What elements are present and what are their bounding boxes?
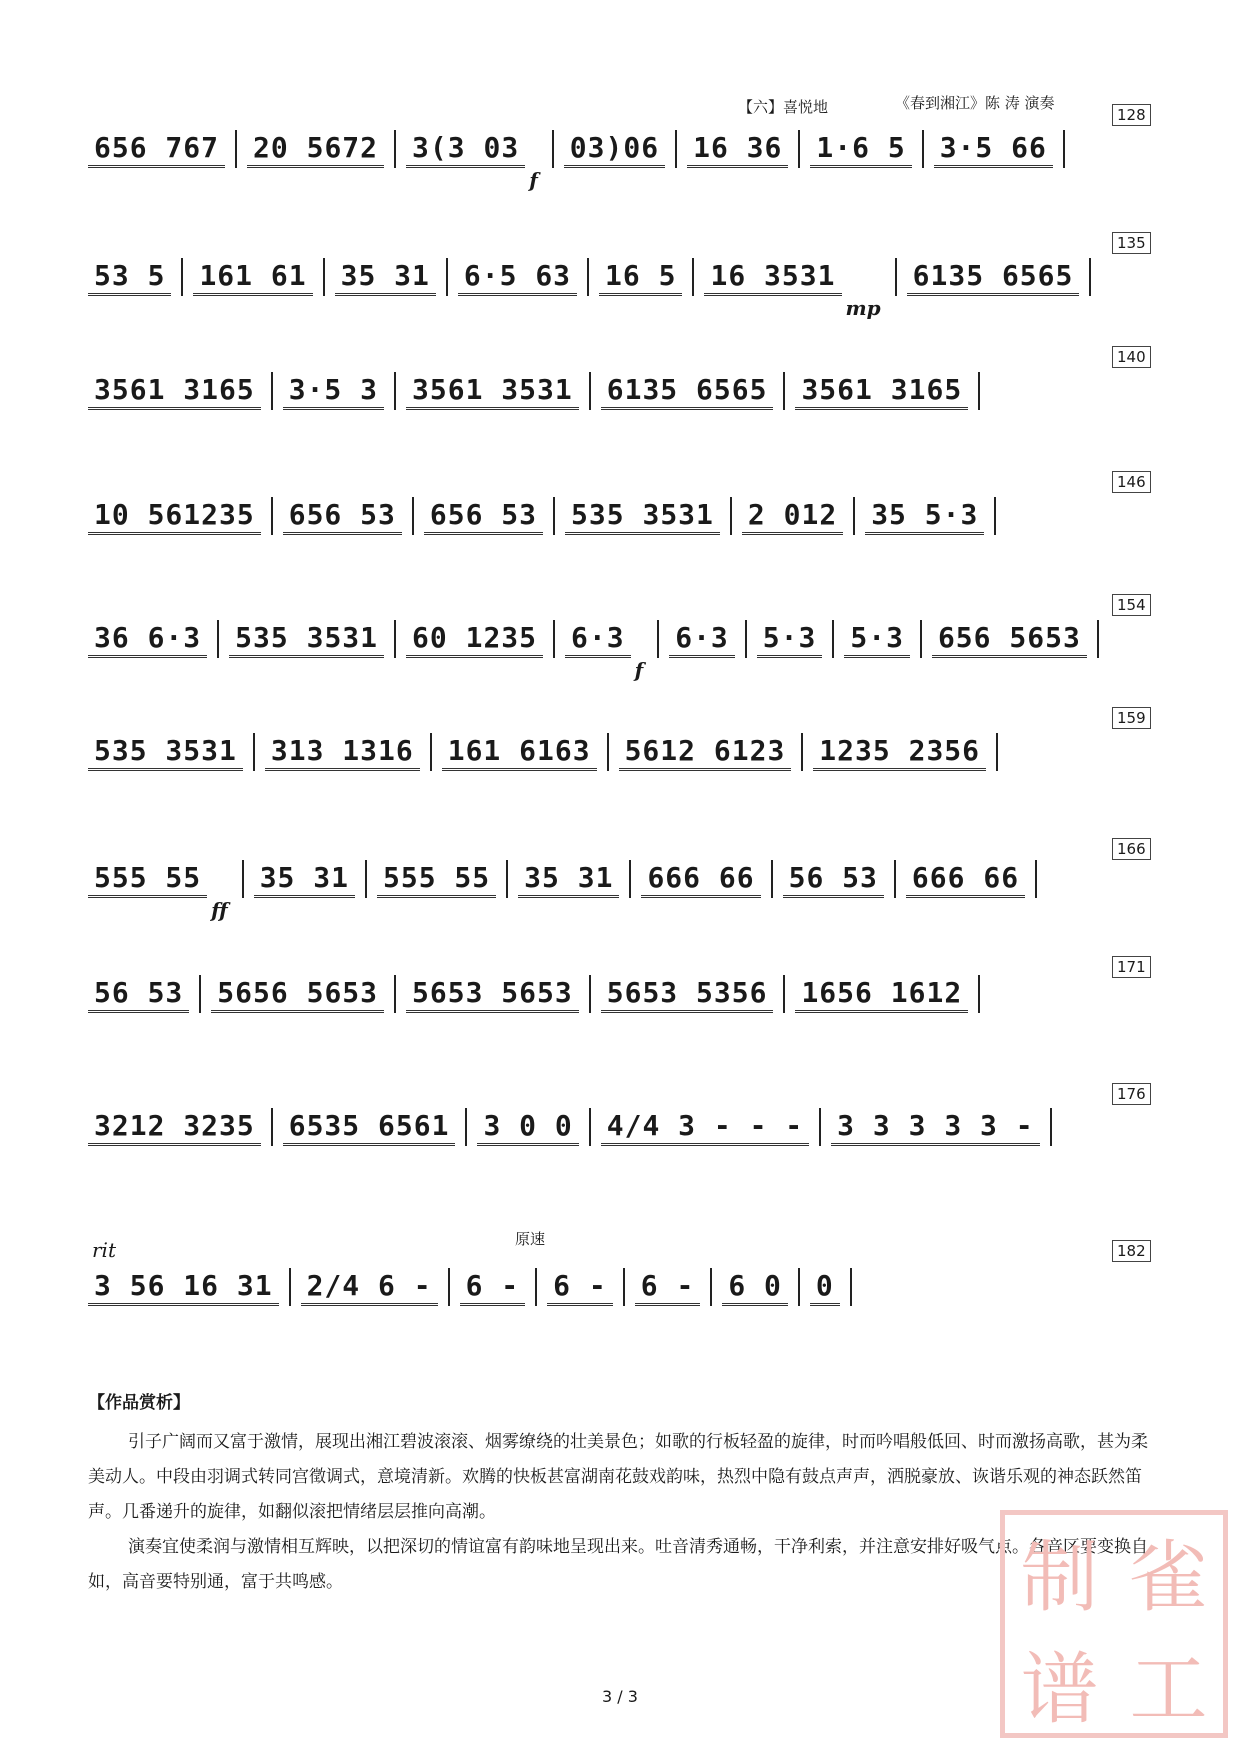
- dynamic-mark: ff: [211, 898, 228, 922]
- notation-segment: 656 5653: [932, 621, 1087, 658]
- notation-segment: 6 -: [547, 1269, 613, 1306]
- notation-segment: 35 31: [254, 861, 355, 898]
- barline: [394, 130, 396, 168]
- barline: [1063, 130, 1065, 168]
- notation-segment: 656 53: [424, 498, 543, 535]
- notation-segment: 6 0: [722, 1269, 788, 1306]
- notation-segment: 6 -: [635, 1269, 701, 1306]
- notation-segment: 2 012: [742, 498, 843, 535]
- notation-segment: 20 5672: [247, 131, 384, 168]
- barline: [553, 620, 555, 658]
- barline: [850, 1268, 852, 1306]
- notation-segment: 60 1235: [406, 621, 543, 658]
- barline: [465, 1108, 467, 1146]
- section-title: 【六】喜悦地: [738, 98, 829, 116]
- notation-segment: 1235 2356: [813, 734, 986, 771]
- barline: [922, 130, 924, 168]
- barline: [623, 1268, 625, 1306]
- notation-segment: 6535 6561: [283, 1109, 456, 1146]
- notation-segment: 53 5: [88, 259, 171, 296]
- notation-segment: 555 55: [377, 861, 496, 898]
- score-line: [88, 1268, 1152, 1306]
- notation-segment: 5656 5653: [211, 976, 384, 1013]
- barline: [657, 620, 659, 658]
- barline: [710, 1268, 712, 1306]
- barline: [730, 497, 732, 535]
- notation-segment: 6·3: [669, 621, 735, 658]
- analysis-paragraph-1: 引子广阔而又富于激情，展现出湘江碧波滚滚、烟雾缭绕的壮美景色；如歌的行板轻盈的旋律，时而吟唱般低回、时而激扬高歌，甚为柔美动人。中段由羽调式转同宫徵调式，意境清新。欢腾的快板甚富湖南花鼓戏韵味，热烈中隐有鼓点声声，洒脱豪放、诙谐乐观的神态跃然笛声。几番递升的旋律，如翻似滚把情绪层层推向高潮。: [88, 1432, 1148, 1522]
- notation-segment: 1656 1612: [795, 976, 968, 1013]
- notation-segment: 35 5·3: [865, 498, 984, 535]
- notation-segment: 666 66: [641, 861, 760, 898]
- notation-segment: 6·5 63: [458, 259, 577, 296]
- notation-segment: 3 3 3 3 3 -: [831, 1109, 1039, 1146]
- barline: [323, 258, 325, 296]
- notation-segment: 3212 3235: [88, 1109, 261, 1146]
- analysis-heading: 【作品赏析】: [88, 1393, 190, 1413]
- barline: [629, 860, 631, 898]
- barline: [801, 733, 803, 771]
- seal-char: 雀: [1129, 1533, 1208, 1623]
- score-line: [88, 258, 1152, 320]
- dynamic-mark: f: [529, 168, 538, 192]
- notation-segment: 535 3531: [229, 621, 384, 658]
- measure-number: 135: [1112, 232, 1151, 254]
- barline: [589, 1108, 591, 1146]
- barline: [798, 130, 800, 168]
- notation-segment: 16 3531: [704, 259, 841, 296]
- barline: [798, 1268, 800, 1306]
- notation-segment: 161 61: [193, 259, 312, 296]
- barline: [271, 497, 273, 535]
- dynamic-mark: mp: [845, 296, 881, 320]
- barline: [996, 733, 998, 771]
- barline: [235, 130, 237, 168]
- performer-credit: 《春到湘江》陈 涛 演奏: [895, 94, 1055, 112]
- barline: [894, 860, 896, 898]
- barline: [271, 1108, 273, 1146]
- barline: [181, 258, 183, 296]
- score-line: [88, 372, 1152, 410]
- notation-segment: 161 6163: [442, 734, 597, 771]
- notation-segment: 1·6 5: [810, 131, 911, 168]
- barline: [553, 497, 555, 535]
- barline: [199, 975, 201, 1013]
- notation-segment: 3·5 66: [934, 131, 1053, 168]
- dynamic-mark: f: [634, 658, 644, 682]
- notation-segment: 6135 6565: [907, 259, 1080, 296]
- barline: [446, 258, 448, 296]
- notation-segment: 35 31: [335, 259, 436, 296]
- measure-number: 140: [1112, 346, 1151, 368]
- notation-segment: 10 561235: [88, 498, 261, 535]
- notation-segment: 535 3531: [565, 498, 720, 535]
- barline: [920, 620, 922, 658]
- barline: [365, 860, 367, 898]
- score-line: [88, 975, 1152, 1013]
- measure-number: 159: [1112, 707, 1151, 729]
- barline: [819, 1108, 821, 1146]
- notation-segment: 555 55: [88, 861, 207, 898]
- notation-segment: 5653 5356: [601, 976, 774, 1013]
- measure-number: 182: [1112, 1240, 1151, 1262]
- barline: [978, 372, 980, 410]
- notation-segment: 3561 3165: [795, 373, 968, 410]
- notation-segment: 656 53: [283, 498, 402, 535]
- barline: [217, 620, 219, 658]
- barline: [853, 497, 855, 535]
- barline: [271, 372, 273, 410]
- notation-segment: 03)06: [564, 131, 665, 168]
- score-line: [88, 620, 1152, 682]
- notation-segment: 3 56 16 31: [88, 1269, 279, 1306]
- score-line: [88, 1108, 1152, 1146]
- barline: [289, 1268, 291, 1306]
- measure-number: 171: [1112, 956, 1151, 978]
- analysis-paragraph-2: 演奏宜使柔润与激情相互辉映，以把深切的情谊富有韵味地呈现出来。吐音清秀通畅，干净利索，并注意安排好吸气点。各音区要变换自如，高音要特别通，富于共鸣感。: [88, 1537, 1148, 1592]
- barline: [394, 620, 396, 658]
- notation-segment: 6135 6565: [601, 373, 774, 410]
- barline: [675, 130, 677, 168]
- notation-segment: 5653 5653: [406, 976, 579, 1013]
- barline: [552, 130, 554, 168]
- measure-number: 176: [1112, 1083, 1151, 1105]
- seal-char: 谱: [1020, 1645, 1099, 1735]
- barline: [412, 497, 414, 535]
- score-line: [88, 860, 1152, 922]
- barline: [535, 1268, 537, 1306]
- barline: [1035, 860, 1037, 898]
- barline: [242, 860, 244, 898]
- notation-segment: 56 53: [783, 861, 884, 898]
- barline: [253, 733, 255, 771]
- barline: [994, 497, 996, 535]
- notation-segment: 3561 3531: [406, 373, 579, 410]
- notation-segment: 5612 6123: [619, 734, 792, 771]
- notation-segment: 3 0 0: [477, 1109, 578, 1146]
- barline: [978, 975, 980, 1013]
- barline: [506, 860, 508, 898]
- publisher-seal-stamp: [1000, 1510, 1228, 1738]
- barline: [430, 733, 432, 771]
- notation-segment: 6 -: [460, 1269, 526, 1306]
- barline: [394, 975, 396, 1013]
- barline: [895, 258, 897, 296]
- barline: [587, 258, 589, 296]
- seal-char: 制: [1020, 1533, 1099, 1623]
- barline: [771, 860, 773, 898]
- notation-segment: 16 36: [687, 131, 788, 168]
- page-number: 3 / 3: [602, 1687, 638, 1706]
- barline: [832, 620, 834, 658]
- notation-segment: 16 5: [599, 259, 682, 296]
- score-line: [88, 497, 1152, 535]
- notation-segment: 656 767: [88, 131, 225, 168]
- notation-segment: 4/4 3 - - -: [601, 1109, 809, 1146]
- barline: [783, 975, 785, 1013]
- notation-segment: 56 53: [88, 976, 189, 1013]
- measure-number: 146: [1112, 471, 1151, 493]
- notation-segment: 5·3: [757, 621, 823, 658]
- measure-number: 154: [1112, 594, 1151, 616]
- notation-segment: 2/4 6 -: [301, 1269, 438, 1306]
- barline: [607, 733, 609, 771]
- tempo-marking: 原速: [515, 1230, 546, 1248]
- notation-segment: 3561 3165: [88, 373, 261, 410]
- measure-number: 166: [1112, 838, 1151, 860]
- score-line: [88, 130, 1152, 192]
- notation-segment: 3(3 03: [406, 131, 525, 168]
- notation-segment: 35 31: [518, 861, 619, 898]
- notation-segment: 0: [810, 1269, 840, 1306]
- barline: [1097, 620, 1099, 658]
- barline: [1050, 1108, 1052, 1146]
- notation-segment: 6·3: [565, 621, 631, 658]
- barline: [692, 258, 694, 296]
- barline: [394, 372, 396, 410]
- seal-char: 工: [1129, 1645, 1208, 1735]
- notation-segment: 535 3531: [88, 734, 243, 771]
- ritardando-marking: rit: [92, 1238, 116, 1262]
- notation-segment: 313 1316: [265, 734, 420, 771]
- barline: [448, 1268, 450, 1306]
- score-line: [88, 733, 1152, 771]
- notation-segment: 666 66: [906, 861, 1025, 898]
- measure-number: 128: [1112, 104, 1151, 126]
- barline: [745, 620, 747, 658]
- notation-segment: 5·3: [844, 621, 910, 658]
- notation-segment: 36 6·3: [88, 621, 207, 658]
- barline: [589, 975, 591, 1013]
- notation-segment: 3·5 3: [283, 373, 384, 410]
- barline: [783, 372, 785, 410]
- barline: [1089, 258, 1091, 296]
- barline: [589, 372, 591, 410]
